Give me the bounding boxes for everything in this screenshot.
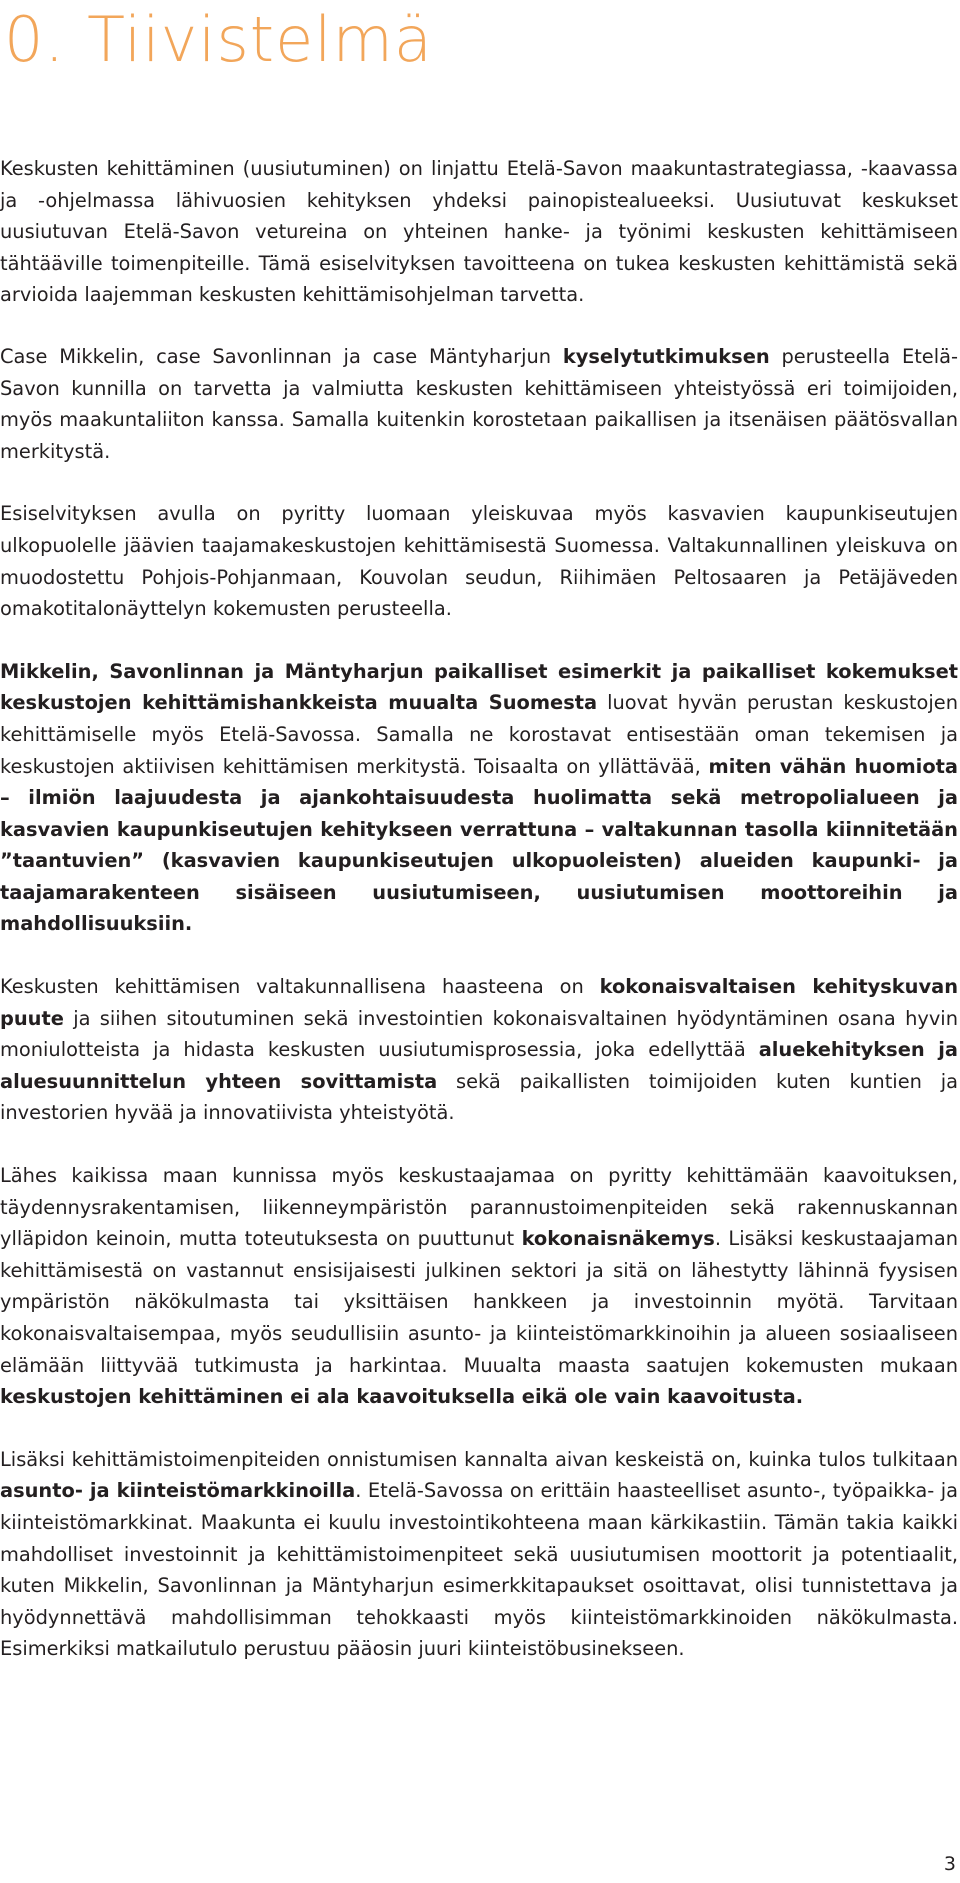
text-run: sekä paikallisten toimijoiden kuten kuntien ja investorien hyvää ja innovatiivista yhteistyötä. (0, 1069, 958, 1125)
paragraph (0, 656, 958, 940)
text-run: . Lisäksi keskustaajaman kehittämisestä on vastannut ensisijaisesti julkinen sektori ja sitä on lähestytty lähinnä fyysisen ympäristön näkökulmasta tai yksittäisen hankkeen ja investoinnin myötä. Tarvitaan kokonaisvaltaisempaa, myös seudullisiin asunto- ja kiinteistömarkkinoihin ja alueen sosiaaliseen elämään liittyvää tutkimusta ja harkintaa. Muualta maasta saatujen kokemusten mukaan (0, 1227, 958, 1377)
body-text (0, 153, 958, 1696)
paragraph (0, 341, 958, 467)
paragraph (0, 498, 958, 624)
bold-text: kokonaisnäkemys (521, 1227, 715, 1251)
paragraph (0, 1444, 958, 1665)
text-run: perusteella Etelä-Savon kunnilla on tarvetta ja valmiutta keskusten kehittämiseen yhteistyössä eri toimijoiden, myös maakuntaliiton kanssa. Samalla kuitenkin korostetaan paikallisen ja itsenäisen päätösvallan merkitystä. (0, 344, 958, 463)
text-run: Lähes kaikissa maan kunnissa myös keskustaajamaa on pyritty kehittämään kaavoituksen, täydennysrakentamisen, liikenneympäristön parannustoimenpiteiden sekä rakennuskannan ylläpidon keinoin, mutta toteutuksesta on puuttunut (0, 1164, 958, 1251)
chapter-number: 0. (4, 3, 66, 76)
text-run: ja siihen sitoutuminen sekä investointien kokonaisvaltainen hyödyntäminen osana hyvin moniulotteista ja hidasta keskusten uusiutumisprosessia, joka edellyttää (0, 1006, 958, 1062)
text-run: Esiselvityksen avulla on pyritty luomaan yleiskuvaa myös kasvavien kaupunkiseutujen ulkopuolelle jäävien taajamakeskustojen kehittämisestä Suomessa. Valtakunnallinen yleiskuva on muodostettu Pohjois-Pohjanmaan, Kouvolan seudun, Riihimäen Peltosaaren ja Petäjäveden omakotitalonäyttelyn kokemusten perusteella. (0, 502, 958, 621)
bold-text: aluekehityksen ja aluesuunnittelun yhteen sovittamista (0, 1038, 958, 1093)
page-title (4, 0, 433, 80)
text-run: luovat hyvän perustan keskustojen kehittämiselle myös Etelä-Savossa. Samalla ne korostavat entisestään oman tekemisen ja keskustojen aktiivisen kehittämisen merkitystä. Toisaalta on yllättävää, (0, 691, 958, 778)
page-number: 3 (943, 1853, 956, 1875)
bold-text: Mikkelin, Savonlinnan ja Mäntyharjun paikalliset esimerkit ja paikalliset kokemukset keskustojen kehittämishankkeista muualta Suomesta (0, 659, 958, 715)
bold-text: asunto- ja kiinteistömarkkinoilla (0, 1479, 356, 1503)
chapter-title: Tiivistelmä (87, 3, 433, 76)
bold-text: kyselytutkimuksen (562, 344, 770, 368)
text-run: Keskusten kehittäminen (uusiutuminen) on linjattu Etelä-Savon maakuntastrategiassa, -kaavassa ja -ohjelmassa lähivuosien kehityksen yhdeksi painopistealueeksi. Uusiutuvat keskukset uusiutuvan Etelä-Savon vetureina on yhteinen hanke- ja työnimi keskusten kehittämiseen tähtääville toimenpiteille. Tämä esiselvityksen tavoitteena on tukea keskusten kehittämistä sekä arvioida laajemman keskusten kehittämisohjelman tarvetta. (0, 157, 958, 307)
paragraph (0, 1160, 958, 1413)
text-run: Lisäksi kehittämistoimenpiteiden onnistumisen kannalta aivan keskeistä on, kuinka tulos tulkitaan (0, 1447, 958, 1471)
bold-text: keskustojen kehittäminen ei ala kaavoituksella eikä ole vain kaavoitusta. (0, 1385, 804, 1409)
text-run: Keskusten kehittämisen valtakunnallisena haasteena on (0, 975, 600, 999)
paragraph (0, 153, 958, 311)
bold-text: kokonaisvaltaisen kehityskuvan puute (0, 975, 958, 1030)
paragraph (0, 971, 958, 1129)
bold-text: miten vähän huomiota – ilmiön laajuudesta ja ajankohtaisuudesta huolimatta sekä metropolialueen ja kasvavien kaupunkiseutujen kehitykseen verrattuna – valtakunnan tasolla kiinnitetään ”taantuvien” (kasvavien kaupunkiseutujen ulkopuoleisten) alueiden kaupunki- ja taajamarakenteen sisäiseen uusiutumiseen, uusiutumisen moottoreihin ja mahdollisuuksiin. (0, 754, 958, 936)
text-run: Case Mikkelin, case Savonlinnan ja case Mäntyharjun (0, 344, 563, 368)
text-run: . Etelä-Savossa on erittäin haasteelliset asunto-, työpaikka- ja kiinteistömarkkinat. Maakunta ei kuulu investointikohteena maan kärkikastiin. Tämän takia kaikki mahdolliset investoinnit ja kehittämistoimenpiteet sekä uusiutumisen moottorit ja potentiaalit, kuten Mikkelin, Savonlinnan ja Mäntyharjun esimerkkitapaukset osoittavat, olisi tunnistettava ja hyödynnettävä mahdollisimman tehokkaasti myös kiinteistömarkkinoiden näkökulmasta. Esimerkiksi matkailutulo perustuu pääosin juuri kiinteistöbusinekseen. (0, 1479, 958, 1661)
